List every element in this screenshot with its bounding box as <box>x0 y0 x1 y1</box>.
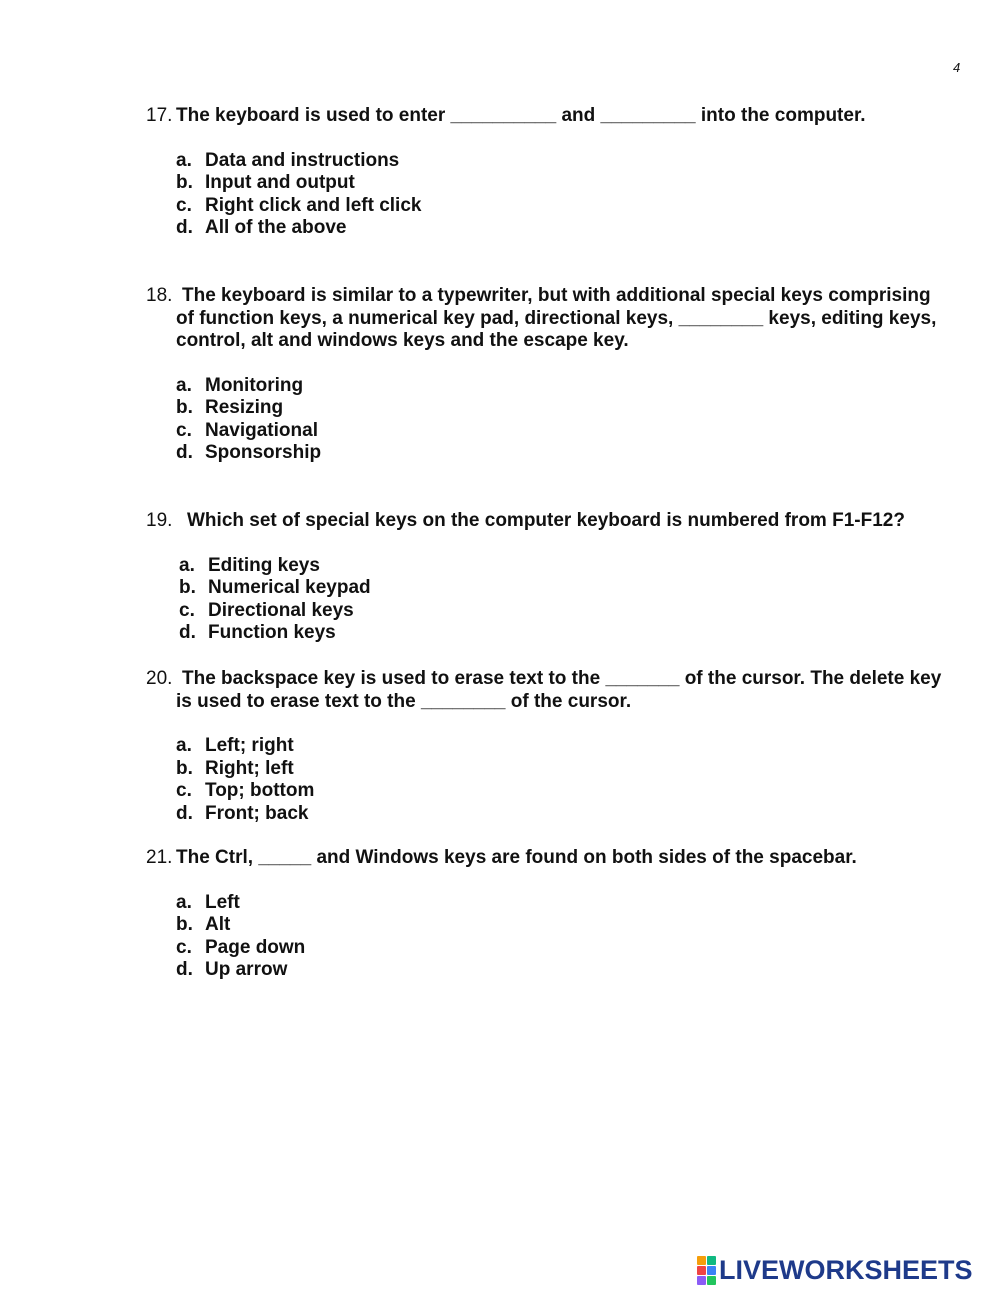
question-19 <box>146 510 976 645</box>
question-text-line-3: control, alt and windows keys and the escape key. <box>176 330 629 351</box>
option-text: Left; right <box>205 735 294 756</box>
brand-text: LIVEWORKSHEETS <box>719 1254 973 1285</box>
option-letter: b. <box>179 577 196 598</box>
option-item[interactable] <box>176 780 976 803</box>
options-list <box>146 375 976 465</box>
option-text: Up arrow <box>205 959 288 980</box>
option-item[interactable] <box>176 735 976 758</box>
option-item[interactable] <box>176 420 976 443</box>
option-letter: d. <box>176 802 193 824</box>
question-text-line-2: is used to erase text to the ________ of the cursor. <box>176 690 632 712</box>
liveworksheets-brand[interactable] <box>697 1255 973 1285</box>
option-letter: b. <box>176 914 193 935</box>
question-text-line-1: The keyboard is similar to a typewriter, but with additional special keys comprising <box>182 285 931 306</box>
option-text: Right; left <box>205 757 294 779</box>
question-number: 19. <box>146 510 173 531</box>
option-item[interactable] <box>179 577 976 600</box>
option-text: Numerical keypad <box>208 577 371 598</box>
option-letter: d. <box>176 959 193 980</box>
option-item[interactable] <box>176 442 976 465</box>
options-list <box>146 892 976 982</box>
option-letter: c. <box>179 599 195 621</box>
option-item[interactable] <box>176 892 976 915</box>
option-text: Input and output <box>205 172 355 193</box>
question-number: 20. <box>146 668 173 689</box>
option-text: Resizing <box>205 397 284 418</box>
option-text: Monitoring <box>205 374 304 396</box>
option-text: Right click and left click <box>205 194 422 216</box>
option-item[interactable] <box>176 150 976 173</box>
page-number: 4 <box>953 60 961 75</box>
option-letter: a. <box>176 149 192 171</box>
logo-block <box>707 1256 716 1265</box>
option-letter: c. <box>176 419 192 441</box>
options-list <box>146 555 976 645</box>
option-letter: b. <box>176 172 193 193</box>
option-letter: d. <box>179 622 196 643</box>
question-text: Which set of special keys on the computer keyboard is numbered from F1-F12? <box>187 510 905 531</box>
question-text: The Ctrl, _____ and Windows keys are found on both sides of the spacebar. <box>176 847 857 868</box>
option-letter: b. <box>176 397 193 418</box>
question-number: 21. <box>146 847 173 868</box>
option-text: Left <box>205 891 240 913</box>
option-letter: c. <box>176 194 192 216</box>
option-text: Page down <box>205 936 306 958</box>
option-letter: a. <box>176 735 192 756</box>
question-20 <box>146 668 976 825</box>
option-item[interactable] <box>176 914 976 937</box>
option-letter: b. <box>176 757 193 779</box>
option-letter: a. <box>179 554 195 576</box>
option-letter: c. <box>176 936 192 958</box>
option-item[interactable] <box>176 172 976 195</box>
option-text: All of the above <box>205 217 347 238</box>
option-item[interactable] <box>179 555 976 578</box>
logo-block <box>697 1256 706 1265</box>
question-number: 17. <box>146 105 173 126</box>
option-text: Top; bottom <box>205 780 315 801</box>
option-letter: d. <box>176 442 193 463</box>
option-text: Navigational <box>205 419 318 441</box>
option-text: Sponsorship <box>205 442 322 463</box>
option-item[interactable] <box>176 195 976 218</box>
question-text-line-1: The backspace key is used to erase text to the _______ of the cursor. The delete key <box>182 668 942 689</box>
option-item[interactable] <box>176 803 976 826</box>
logo-block <box>697 1276 706 1285</box>
option-letter: c. <box>176 780 192 801</box>
option-item[interactable] <box>176 217 976 240</box>
option-item[interactable] <box>176 758 976 781</box>
option-letter: d. <box>176 217 193 238</box>
question-18 <box>146 285 976 465</box>
option-item[interactable] <box>179 600 976 623</box>
options-list <box>146 735 976 825</box>
logo-block <box>707 1266 716 1275</box>
option-text: Data and instructions <box>205 149 400 171</box>
question-number: 18. <box>146 285 173 306</box>
logo-block <box>707 1276 716 1285</box>
option-text: Editing keys <box>208 554 320 576</box>
question-text-line-2: of function keys, a numerical key pad, directional keys, ________ keys, editing keys, <box>176 307 937 329</box>
option-item[interactable] <box>179 622 976 645</box>
option-text: Front; back <box>205 802 309 824</box>
liveworksheets-logo-icon <box>697 1256 716 1285</box>
question-17 <box>146 105 976 240</box>
option-item[interactable] <box>176 375 976 398</box>
option-text: Directional keys <box>208 599 354 621</box>
option-item[interactable] <box>176 937 976 960</box>
question-21 <box>146 847 976 982</box>
option-item[interactable] <box>176 397 976 420</box>
option-item[interactable] <box>176 959 976 982</box>
question-text: The keyboard is used to enter __________ and _________ into the computer. <box>176 105 866 126</box>
option-text: Function keys <box>208 622 336 643</box>
option-letter: a. <box>176 374 192 396</box>
option-letter: a. <box>176 891 192 913</box>
options-list <box>146 150 976 240</box>
option-text: Alt <box>205 914 231 935</box>
logo-block <box>697 1266 706 1275</box>
